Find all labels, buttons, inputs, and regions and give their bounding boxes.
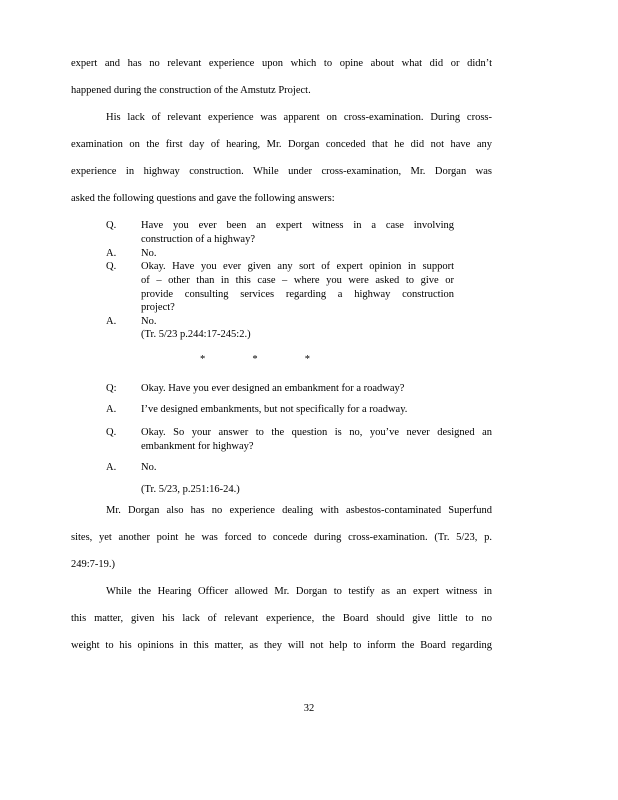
- qa-text: project?: [141, 302, 175, 313]
- qa-text: Okay. So your answer to the question is no, you’ve never designed an: [141, 427, 492, 438]
- qa-text: No.: [141, 248, 157, 259]
- qa-label: A.: [106, 462, 117, 473]
- qa-text: construction of a highway?: [141, 234, 256, 245]
- paragraph2-line: examination on the first day of hearing, Mr. Dorgan conceded that he did not have any: [71, 139, 492, 150]
- separator-stars: [200, 354, 310, 365]
- qa-text: provide consulting services regarding a highway construction: [141, 289, 454, 300]
- paragraph2-line: asked the following questions and gave the following answers:: [71, 193, 335, 204]
- page-number: 32: [303, 703, 315, 714]
- qa-text: Okay. Have you ever given any sort of expert opinion in support: [141, 261, 454, 272]
- paragraph2-line: experience in highway construction. While under cross-examination, Mr. Dorgan was: [71, 166, 492, 177]
- qa-text: embankment for highway?: [141, 441, 254, 452]
- qa-label: A.: [106, 316, 117, 327]
- qa-label: A.: [106, 248, 117, 259]
- star: *: [304, 354, 310, 365]
- paragraph4-line: weight to his opinions in this matter, as they will not help to inform the Board regarding: [71, 640, 492, 651]
- star: *: [200, 354, 206, 365]
- qa-text: Okay. Have you ever designed an embankment for a roadway?: [141, 383, 405, 394]
- qa-text: of – other than in this case – where you were asked to give or: [141, 275, 454, 286]
- citation: (Tr. 5/23 p.244:17-245:2.): [141, 329, 251, 340]
- paragraph3-line: sites, yet another point he was forced to concede during cross-examination. (Tr. 5/23, p.: [71, 532, 492, 543]
- paragraph3-line: Mr. Dorgan also has no experience dealing with asbestos-contaminated Superfund: [106, 505, 492, 516]
- qa-label: Q.: [106, 261, 117, 272]
- paragraph4-line: this matter, given his lack of relevant experience, the Board should give little to no: [71, 613, 492, 624]
- qa-text: No.: [141, 462, 157, 473]
- paragraph3-line: 249:7-19.): [71, 559, 116, 570]
- qa-label: Q:: [106, 383, 117, 394]
- qa-label: Q.: [106, 427, 117, 438]
- qa-label: A.: [106, 404, 117, 415]
- paragraph4-line: While the Hearing Officer allowed Mr. Dorgan to testify as an expert witness in: [106, 586, 492, 597]
- qa-text: Have you ever been an expert witness in a case involving: [141, 220, 454, 231]
- qa-text: I’ve designed embankments, but not specifically for a roadway.: [141, 404, 408, 415]
- qa-label: Q.: [106, 220, 117, 231]
- qa-text: No.: [141, 316, 157, 327]
- paragraph1-line: happened during the construction of the Amstutz Project.: [71, 85, 311, 96]
- paragraph2-line: His lack of relevant experience was apparent on cross-examination. During cross-: [106, 112, 492, 123]
- paragraph1-line: expert and has no relevant experience upon which to opine about what did or didn’t: [71, 58, 492, 69]
- citation: (Tr. 5/23, p.251:16-24.): [141, 484, 240, 495]
- star: *: [252, 354, 258, 365]
